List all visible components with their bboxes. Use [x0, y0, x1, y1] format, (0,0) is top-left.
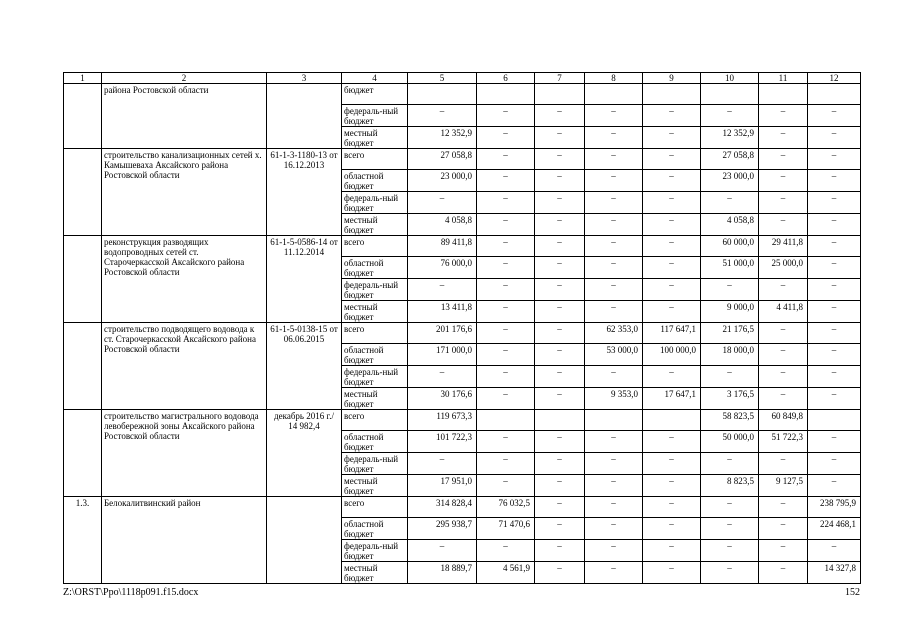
funding-source-cell: федераль-ный бюджет [342, 366, 408, 388]
amount-cell: – [643, 257, 701, 279]
object-name-cell: реконструкция разводящих водопроводных сетей ст. Старочеркасской Аксайского района Ростовской области [102, 236, 267, 323]
project-doc-cell: декабрь 2016 г./ 14 982,4 [267, 410, 342, 497]
amount-cell: – [477, 388, 535, 410]
amount-cell: – [759, 518, 808, 540]
amount-cell: – [808, 388, 861, 410]
amount-cell: – [585, 257, 643, 279]
funding-source-cell: всего [342, 323, 408, 344]
amount-cell: – [585, 279, 643, 301]
amount-cell [585, 410, 643, 431]
amount-cell: – [585, 431, 643, 453]
file-path: Z:\ORST\Ppo\1118p091.f15.docx [63, 587, 199, 598]
amount-cell: – [759, 127, 808, 149]
amount-cell: – [408, 279, 477, 301]
object-name-cell: строительство подводящего водовода к ст. Старочеркасской Аксайского района Ростовской области [102, 323, 267, 410]
column-number: 5 [408, 73, 477, 84]
amount-cell: – [808, 257, 861, 279]
amount-cell: 89 411,8 [408, 236, 477, 257]
amount-cell: – [808, 301, 861, 323]
amount-cell: – [643, 431, 701, 453]
amount-cell: – [408, 192, 477, 214]
amount-cell: – [477, 127, 535, 149]
funding-source-cell: местный бюджет [342, 388, 408, 410]
amount-cell: – [477, 344, 535, 366]
amount-cell: – [701, 279, 759, 301]
amount-cell: 117 647,1 [643, 323, 701, 344]
amount-cell: – [808, 127, 861, 149]
amount-cell: – [535, 279, 585, 301]
row-number-cell [64, 84, 102, 149]
object-name-cell: Белокалитвинский район [102, 497, 267, 584]
funding-source-cell: всего [342, 149, 408, 170]
column-number: 9 [643, 73, 701, 84]
amount-cell: – [535, 388, 585, 410]
amount-cell: – [643, 127, 701, 149]
amount-cell: – [808, 323, 861, 344]
amount-cell: – [585, 214, 643, 236]
amount-cell: – [808, 192, 861, 214]
amount-cell: – [808, 279, 861, 301]
amount-cell: – [808, 431, 861, 453]
funding-source-cell: местный бюджет [342, 301, 408, 323]
table-row [64, 497, 861, 518]
amount-cell: – [759, 279, 808, 301]
amount-cell: – [477, 323, 535, 344]
column-number: 7 [535, 73, 585, 84]
row-number-cell [64, 236, 102, 323]
amount-cell: – [535, 170, 585, 192]
amount-cell: – [759, 388, 808, 410]
funding-source-cell: областной бюджет [342, 431, 408, 453]
row-number-cell [64, 149, 102, 236]
funding-source-cell: местный бюджет [342, 214, 408, 236]
column-number: 3 [267, 73, 342, 84]
amount-cell: – [643, 518, 701, 540]
table-row [64, 84, 861, 105]
amount-cell: 100 000,0 [643, 344, 701, 366]
amount-cell: – [585, 149, 643, 170]
amount-cell: 201 176,6 [408, 323, 477, 344]
amount-cell: 71 470,6 [477, 518, 535, 540]
amount-cell: 12 352,9 [408, 127, 477, 149]
amount-cell: – [808, 149, 861, 170]
amount-cell: – [408, 366, 477, 388]
table-row [64, 410, 861, 431]
amount-cell: – [759, 540, 808, 562]
column-number: 6 [477, 73, 535, 84]
amount-cell: 51 000,0 [701, 257, 759, 279]
amount-cell: – [701, 540, 759, 562]
amount-cell: – [759, 192, 808, 214]
amount-cell: – [643, 214, 701, 236]
amount-cell [477, 410, 535, 431]
amount-cell: – [585, 236, 643, 257]
funding-source-cell: всего [342, 497, 408, 518]
amount-cell: – [808, 236, 861, 257]
amount-cell: 12 352,9 [701, 127, 759, 149]
funding-source-cell: федераль-ный бюджет [342, 279, 408, 301]
amount-cell: – [535, 257, 585, 279]
page-number: 152 [845, 587, 860, 598]
amount-cell [535, 410, 585, 431]
amount-cell: 23 000,0 [408, 170, 477, 192]
amount-cell: – [643, 170, 701, 192]
amount-cell: 3 176,5 [701, 388, 759, 410]
amount-cell: – [643, 497, 701, 518]
row-number-cell [64, 410, 102, 497]
column-number: 8 [585, 73, 643, 84]
object-name-cell: района Ростовской области [102, 84, 267, 149]
amount-cell: – [477, 170, 535, 192]
amount-cell: – [535, 323, 585, 344]
amount-cell [701, 84, 759, 105]
amount-cell: – [477, 431, 535, 453]
amount-cell: 60 000,0 [701, 236, 759, 257]
amount-cell: – [477, 540, 535, 562]
amount-cell [808, 410, 861, 431]
table-row [64, 149, 861, 170]
amount-cell: – [643, 366, 701, 388]
amount-cell: – [759, 323, 808, 344]
column-number: 11 [759, 73, 808, 84]
table-row [64, 323, 861, 344]
amount-cell: – [477, 366, 535, 388]
amount-cell: 58 823,5 [701, 410, 759, 431]
funding-source-cell: областной бюджет [342, 170, 408, 192]
amount-cell: 8 823,5 [701, 475, 759, 497]
amount-cell: 101 722,3 [408, 431, 477, 453]
amount-cell: – [535, 366, 585, 388]
amount-cell: – [701, 562, 759, 584]
amount-cell: – [585, 170, 643, 192]
amount-cell: – [535, 301, 585, 323]
row-number-cell [64, 323, 102, 410]
funding-source-cell: всего [342, 410, 408, 431]
amount-cell: – [759, 105, 808, 127]
column-number: 10 [701, 73, 759, 84]
amount-cell: – [585, 105, 643, 127]
amount-cell: – [585, 497, 643, 518]
amount-cell: 60 849,8 [759, 410, 808, 431]
amount-cell [535, 84, 585, 105]
table-body [64, 84, 861, 584]
amount-cell: – [808, 453, 861, 475]
project-doc-cell: 61-1-5-0138-15 от 06.06.2015 [267, 323, 342, 410]
amount-cell: – [585, 127, 643, 149]
amount-cell: – [643, 475, 701, 497]
amount-cell: 21 176,5 [701, 323, 759, 344]
amount-cell: – [535, 497, 585, 518]
amount-cell: – [477, 192, 535, 214]
amount-cell: – [408, 453, 477, 475]
amount-cell: – [585, 540, 643, 562]
column-number: 12 [808, 73, 861, 84]
funding-source-cell: бюджет [342, 84, 408, 105]
funding-source-cell: местный бюджет [342, 127, 408, 149]
amount-cell: – [759, 214, 808, 236]
funding-source-cell: федераль-ный бюджет [342, 453, 408, 475]
amount-cell [408, 84, 477, 105]
amount-cell: – [701, 497, 759, 518]
project-doc-cell: 61-1-3-1180-13 от 16.12.2013 [267, 149, 342, 236]
amount-cell: 295 938,7 [408, 518, 477, 540]
funding-source-cell: местный бюджет [342, 475, 408, 497]
amount-cell: – [643, 301, 701, 323]
amount-cell: – [477, 149, 535, 170]
funding-source-cell: всего [342, 236, 408, 257]
amount-cell: – [585, 518, 643, 540]
project-doc-cell [267, 497, 342, 584]
amount-cell: 171 000,0 [408, 344, 477, 366]
amount-cell: – [585, 192, 643, 214]
table-header [64, 73, 861, 84]
amount-cell: – [808, 105, 861, 127]
funding-source-cell: местный бюджет [342, 562, 408, 584]
amount-cell: – [535, 518, 585, 540]
amount-cell: 30 176,6 [408, 388, 477, 410]
amount-cell: 13 411,8 [408, 301, 477, 323]
amount-cell: – [759, 453, 808, 475]
amount-cell: – [701, 366, 759, 388]
amount-cell: 4 058,8 [701, 214, 759, 236]
amount-cell: – [643, 236, 701, 257]
amount-cell: 18 000,0 [701, 344, 759, 366]
amount-cell [585, 84, 643, 105]
amount-cell: 27 058,8 [408, 149, 477, 170]
header-row [64, 73, 861, 84]
amount-cell: 53 000,0 [585, 344, 643, 366]
amount-cell: 9 127,5 [759, 475, 808, 497]
amount-cell: – [535, 562, 585, 584]
amount-cell: – [701, 453, 759, 475]
amount-cell: 238 795,9 [808, 497, 861, 518]
row-number-cell: 1.3. [64, 497, 102, 584]
amount-cell: – [808, 540, 861, 562]
amount-cell: – [643, 105, 701, 127]
amount-cell: – [535, 344, 585, 366]
amount-cell: 76 032,5 [477, 497, 535, 518]
amount-cell: – [477, 236, 535, 257]
column-number: 2 [102, 73, 267, 84]
amount-cell: – [477, 475, 535, 497]
amount-cell: – [643, 453, 701, 475]
amount-cell [643, 84, 701, 105]
amount-cell: – [759, 366, 808, 388]
amount-cell: 76 000,0 [408, 257, 477, 279]
amount-cell: – [408, 540, 477, 562]
column-number: 4 [342, 73, 408, 84]
amount-cell: 17 647,1 [643, 388, 701, 410]
object-name-cell: строительство магистрального водовода левобережной зоны Аксайского района Ростовской области [102, 410, 267, 497]
amount-cell: 9 000,0 [701, 301, 759, 323]
amount-cell: – [477, 301, 535, 323]
amount-cell: – [408, 105, 477, 127]
amount-cell: – [808, 170, 861, 192]
amount-cell [477, 84, 535, 105]
amount-cell: 27 058,8 [701, 149, 759, 170]
amount-cell: 4 058,8 [408, 214, 477, 236]
amount-cell: – [759, 497, 808, 518]
amount-cell: – [808, 214, 861, 236]
amount-cell: – [535, 475, 585, 497]
amount-cell: – [759, 149, 808, 170]
amount-cell: – [535, 214, 585, 236]
funding-source-cell: областной бюджет [342, 344, 408, 366]
amount-cell: – [643, 540, 701, 562]
amount-cell [808, 84, 861, 105]
budget-table [63, 72, 861, 584]
amount-cell: – [535, 149, 585, 170]
amount-cell [759, 84, 808, 105]
amount-cell: – [585, 475, 643, 497]
amount-cell: – [643, 149, 701, 170]
amount-cell: – [808, 475, 861, 497]
amount-cell [643, 410, 701, 431]
amount-cell: – [585, 301, 643, 323]
amount-cell: 50 000,0 [701, 431, 759, 453]
amount-cell: – [477, 257, 535, 279]
amount-cell: – [477, 105, 535, 127]
amount-cell: – [585, 453, 643, 475]
funding-source-cell: областной бюджет [342, 518, 408, 540]
amount-cell: – [759, 344, 808, 366]
amount-cell: – [535, 453, 585, 475]
amount-cell: – [477, 453, 535, 475]
amount-cell: – [535, 127, 585, 149]
amount-cell: – [585, 562, 643, 584]
amount-cell: 4 411,8 [759, 301, 808, 323]
amount-cell: – [535, 431, 585, 453]
amount-cell: 62 353,0 [585, 323, 643, 344]
amount-cell: – [477, 214, 535, 236]
amount-cell: 23 000,0 [701, 170, 759, 192]
funding-source-cell: федераль-ный бюджет [342, 540, 408, 562]
amount-cell: 314 828,4 [408, 497, 477, 518]
amount-cell: 18 889,7 [408, 562, 477, 584]
table-row [64, 236, 861, 257]
funding-source-cell: федераль-ный бюджет [342, 105, 408, 127]
project-doc-cell: 61-1-5-0586-14 от 11.12.2014 [267, 236, 342, 323]
amount-cell: – [535, 540, 585, 562]
amount-cell: – [535, 236, 585, 257]
amount-cell: 4 561,9 [477, 562, 535, 584]
amount-cell: 119 673,3 [408, 410, 477, 431]
amount-cell: – [643, 279, 701, 301]
amount-cell: – [759, 562, 808, 584]
amount-cell: – [585, 366, 643, 388]
amount-cell: 29 411,8 [759, 236, 808, 257]
amount-cell: 25 000,0 [759, 257, 808, 279]
funding-source-cell: федераль-ный бюджет [342, 192, 408, 214]
amount-cell: 14 327,8 [808, 562, 861, 584]
amount-cell: – [701, 518, 759, 540]
amount-cell: 51 722,3 [759, 431, 808, 453]
amount-cell: – [808, 366, 861, 388]
amount-cell: 17 951,0 [408, 475, 477, 497]
amount-cell: – [808, 344, 861, 366]
amount-cell: – [643, 192, 701, 214]
amount-cell: – [477, 279, 535, 301]
funding-source-cell: областной бюджет [342, 257, 408, 279]
amount-cell: – [759, 170, 808, 192]
amount-cell: – [535, 192, 585, 214]
amount-cell: – [643, 562, 701, 584]
amount-cell: 224 468,1 [808, 518, 861, 540]
amount-cell: – [701, 192, 759, 214]
column-number: 1 [64, 73, 102, 84]
amount-cell: – [535, 105, 585, 127]
object-name-cell: строительство канализационных сетей х. Камышеваха Аксайского района Ростовской области [102, 149, 267, 236]
amount-cell: 9 353,0 [585, 388, 643, 410]
project-doc-cell [267, 84, 342, 149]
amount-cell: – [701, 105, 759, 127]
